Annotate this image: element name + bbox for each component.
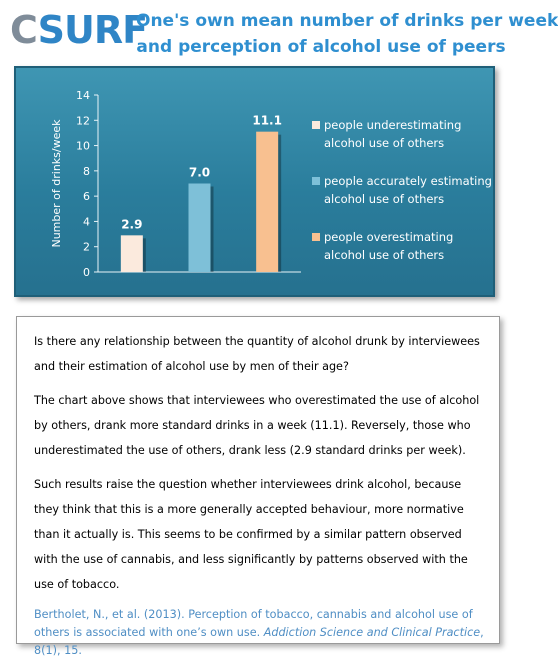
y-tick-label: 0 xyxy=(83,266,90,279)
y-tick-label: 2 xyxy=(83,240,90,254)
reference-authors: Bertholet, N., et al. (2013). Perception of tobacco, cannabis and alcohol use of others is associated with one’s own use. xyxy=(34,608,473,639)
bar xyxy=(121,235,143,272)
legend-swatch xyxy=(312,177,320,185)
explanation-box xyxy=(16,316,500,657)
y-tick-label: 4 xyxy=(83,215,90,229)
reference-journal: Addiction Science and Clinical Practice xyxy=(263,626,481,639)
y-tick-label: 14 xyxy=(76,89,90,102)
data-label: 11.1 xyxy=(252,113,282,128)
paragraph-findings: The chart above shows that interviewees who overestimated the use of alcohol by others, drank more standard drinks in a week (11.1). Reversely, those who underestimated the use of others, drank less (2.9 standard drinks per week). xyxy=(34,394,480,457)
y-tick-label: 12 xyxy=(76,114,90,128)
legend-item xyxy=(312,228,497,264)
paragraph-question: Is there any relationship between the quantity of alcohol drunk by interviewees and their estimation of alcohol use by men of their age? xyxy=(34,335,480,373)
y-tick-label: 6 xyxy=(83,190,90,204)
reference-volume: , 8(1), 15. xyxy=(34,626,484,657)
title-line-2: and perception of alcohol use of peers xyxy=(136,37,506,57)
data-label: 2.9 xyxy=(121,217,143,232)
legend-item xyxy=(312,172,497,208)
y-axis-title: Number of drinks/week xyxy=(50,119,63,248)
legend-label: people underestimating alcohol use of others xyxy=(324,118,462,150)
y-tick-label: 10 xyxy=(76,139,90,153)
chart-panel xyxy=(14,66,495,297)
paragraph-interpretation: Such results raise the question whether interviewees drink alcohol, because they think that this is a more generally accepted behaviour, more normative than it actually is. This seems to be confirmed by a similar pattern observed with the use of cannabis, and less significantly by patterns observed with the use of tobacco. xyxy=(34,478,468,591)
bar xyxy=(189,184,211,273)
y-tick-label: 8 xyxy=(83,164,90,178)
legend-label: people overestimating alcohol use of others xyxy=(324,230,454,262)
reference-citation xyxy=(34,606,485,660)
logo-surf: SURF xyxy=(37,8,148,52)
legend-item xyxy=(312,116,497,152)
chart-legend xyxy=(312,116,497,284)
page-title xyxy=(136,8,558,60)
legend-label: people accurately estimating alcohol use of others xyxy=(324,174,492,206)
logo-c: C xyxy=(10,8,38,52)
data-label: 7.0 xyxy=(188,165,211,180)
csurf-logo xyxy=(10,6,147,54)
title-line-1: One's own mean number of drinks per week xyxy=(136,11,558,31)
bar xyxy=(256,132,278,272)
legend-swatch xyxy=(312,233,320,241)
legend-swatch xyxy=(312,121,320,129)
